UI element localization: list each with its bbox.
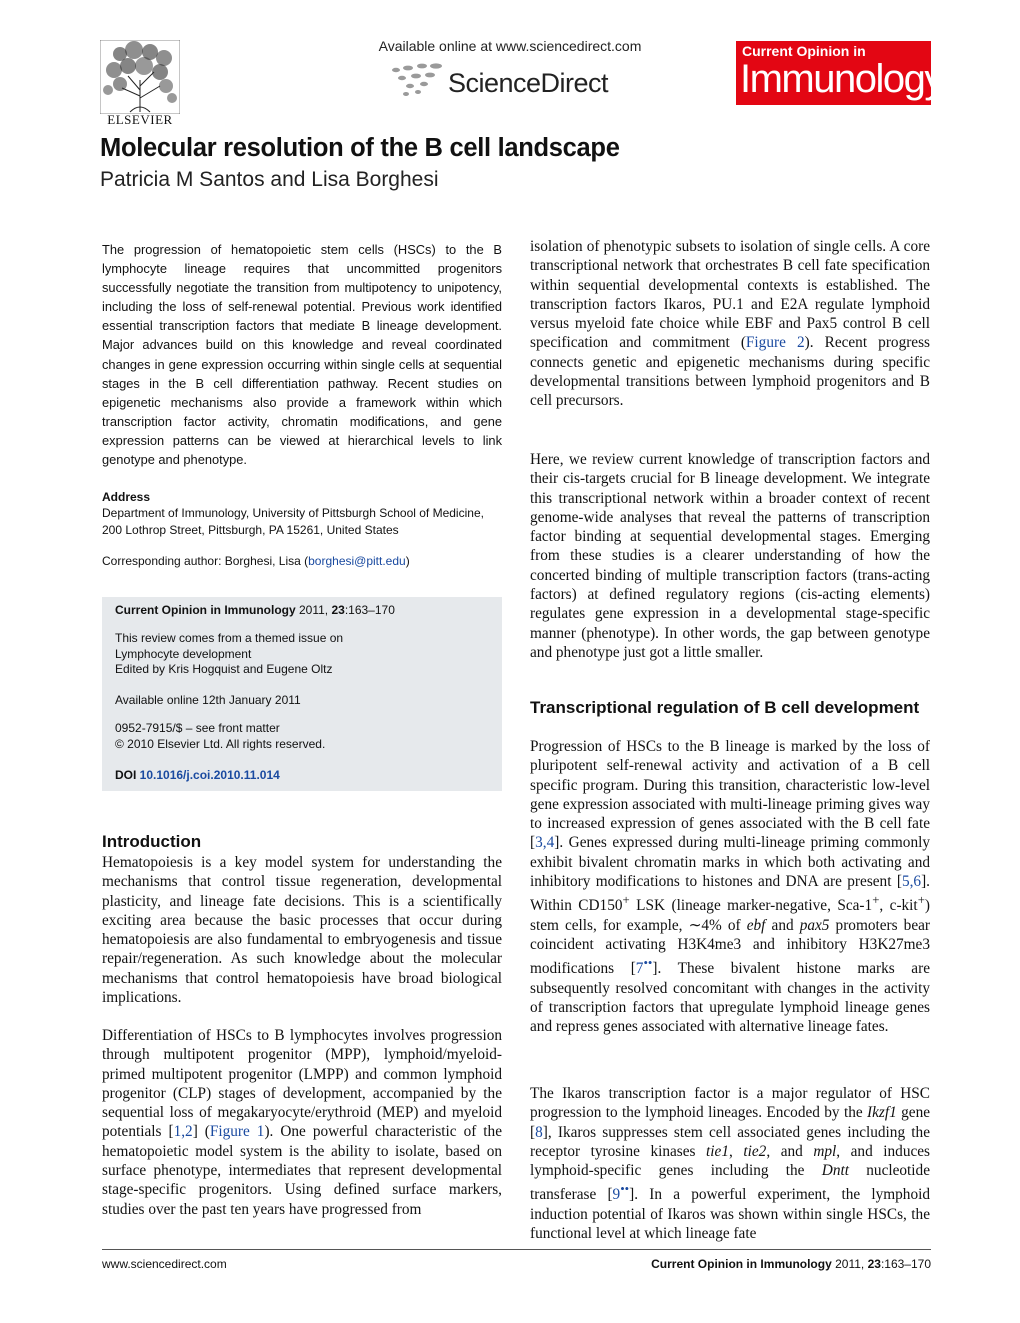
abstract: The progression of hematopoietic stem cells (HSCs) to the B lymphocyte lineage requires that uncommitted progenitors successfully negotiate the transition from multipotency to unipotency, including the loss of self-renewal potential. Previous work identified essential transcription factors that mediate B lineage development. Major advances build on this knowledge and reveal coordinated changes in gene expression occurring within single cells at sequential stages in the B cell differentiation pathway. Recent studies on epigenetic mechanisms also provide a framework within which transcription factor activity, chromatin modifications, and gene expression patterns can be viewed at hierarchical levels to link genotype and phenotype.: [102, 242, 502, 468]
info-themed-1: This review comes from a themed issue on: [115, 631, 344, 645]
ref-dots: ••: [643, 956, 653, 971]
info-citation: [115, 603, 395, 619]
journal-banner-line2: Immunology: [740, 57, 943, 101]
article-title: Molecular resolution of the B cell landscape: [100, 134, 620, 162]
text-run: ], Ikaros suppresses stem cell associated genes including the receptor tyrosine kinases: [530, 1123, 930, 1160]
text-run: ). One powerful characteristic of the hematopoietic model system is the ability to isolate, based on surface phenotype, intermediates that represent developmental stage-specific progenitors. Using defined surface markers, studies over the past ten years have progressed from: [102, 1123, 502, 1218]
info-copyright: © 2010 Elsevier Ltd. All rights reserved.: [115, 737, 326, 751]
gene-name: Dntt: [821, 1162, 849, 1180]
sciencedirect-dots-icon: [388, 62, 448, 100]
footer-website: www.sciencedirect.com: [102, 1257, 227, 1271]
info-themed-2: Lymphocyte development: [115, 646, 252, 661]
info-doi-label: DOI: [115, 768, 140, 782]
journal-banner-line1: Current Opinion in: [742, 43, 866, 59]
gene-name: tie2: [743, 1142, 767, 1160]
footer-journal: Current Opinion in Immunology: [651, 1257, 832, 1271]
text-run: and: [765, 916, 800, 934]
transcriptional-paragraph-1: [530, 737, 930, 1037]
text-run: promoters bear coincident activating H3K4me3 and inhibitory H3K27me3 modifications [: [530, 916, 930, 978]
info-doi: [115, 768, 280, 784]
address-line-2: 200 Lothrop Street, Pittsburgh, PA 15261, United States: [102, 523, 399, 537]
text-run: ,: [729, 1142, 744, 1160]
corresponding-suffix: ): [405, 554, 410, 568]
info-themed-3: Edited by Kris Hogquist and Eugene Oltz: [115, 662, 333, 676]
ref-link[interactable]: 1,2: [173, 1123, 193, 1141]
ref-link[interactable]: 8: [535, 1123, 543, 1141]
address-body: [102, 505, 512, 539]
ref-link[interactable]: 7: [635, 960, 644, 978]
article-authors: Patricia M Santos and Lisa Borghesi: [100, 168, 439, 191]
introduction-heading: Introduction: [102, 832, 202, 851]
doi-link[interactable]: 10.1016/j.coi.2010.11.014: [139, 768, 280, 782]
text-run: ). Recent progress connects genetic and epigenetic mechanisms during specific developmental transitions between lymphoid progenitors and B cell precursors.: [530, 334, 931, 410]
superscript: +: [917, 893, 925, 908]
intro-paragraph-1: Hematopoiesis is a key model system for understanding the mechanisms that control tissue regeneration, developmental plasticity, and lineage fate decisions. This is a scientifically exciting area because the basic processes that occur during hematopoiesis are also fundamental to embryogenesis and tissue repair/regeneration. As such knowledge about the molecular mechanisms that control hematopoiesis have broad biological implications.: [102, 854, 502, 1007]
text-run: gene [: [530, 1104, 931, 1141]
text-run: , c-kit: [879, 897, 918, 915]
info-year: 2011,: [295, 603, 332, 617]
text-run: nucleotide transferase [: [530, 1162, 930, 1204]
gene-name: ebf: [746, 916, 766, 934]
text-run: LSK (lineage marker-negative, Sca-1: [629, 897, 873, 915]
gene-name: tie1: [706, 1142, 729, 1160]
text-run: ]. In a powerful experiment, the lymphoid induction potential of Ikaros was shown within single HSCs, the functional level at which lineage fate: [530, 1186, 930, 1243]
info-issn: 0952-7915/$ – see front matter: [115, 721, 280, 735]
text-run: The Ikaros transcription factor is a major regulator of HSC progression to the lymphoid lineages. Encoded by the: [530, 1085, 930, 1122]
journal-banner: [736, 41, 943, 105]
text-run: Differentiation of HSCs to B lymphocytes involves progression through multipotent progenitor (MPP), lymphoid/myeloid-primed multipotent progenitor (LMPP) and common lymphoid progenitor (CLP) stages of development, accompanied by the sequential loss of megakaryocyte/erythroid (MEP) and myeloid potentials [: [102, 1027, 502, 1141]
ref-link[interactable]: 3,4: [535, 834, 555, 852]
available-online-text: Available online at www.sciencedirect.com: [378, 38, 642, 54]
info-journal: Current Opinion in Immunology: [115, 603, 296, 617]
ref-dots: ••: [620, 1182, 630, 1197]
corresponding-author: [102, 554, 512, 568]
text-run: ] (: [192, 1123, 210, 1141]
superscript: +: [872, 893, 880, 908]
gene-name: Ikzf1: [867, 1104, 897, 1122]
text-run: ) stem cells, for example, ∼4% of: [530, 897, 930, 934]
address-line-1: Department of Immunology, University of Pittsburgh School of Medicine,: [102, 506, 484, 520]
article-info-box: [102, 597, 502, 791]
address-heading: Address: [102, 490, 151, 504]
footer-citation: [560, 1257, 931, 1271]
sciencedirect-wordmark: ScienceDirect: [448, 68, 609, 98]
info-available: Available online 12th January 2011: [115, 693, 301, 707]
right-paragraph-1: [530, 237, 930, 411]
right-paragraph-2: Here, we review current knowledge of transcription factors and their cis-targets crucial for B lineage development. We integrate this transcriptional network within a broader context of recent genome-wide analyses that reveal the patterns of transcription factor binding at sequential developmental stages. Emerging from these studies is a clearer understanding of how the concerted binding of multiple transcription factors (trans-acting factors) at defined regulatory regions (cis-acting elements) regulates gene expression in a developmental stage-specific manner (phenotype). In other words, the gap between genotype and phenotype just got a little smaller.: [530, 451, 930, 661]
gene-name: pax5: [799, 916, 830, 934]
footer-divider: [102, 1249, 931, 1250]
text-run: Progression of HSCs to the B lineage is marked by the loss of pluripotent self-renewal activity and activation of a B cell specific program. During this transition, characteristic low-level gene expression associated with multi-lineage priming gives way to increased expression of genes associated with the B cell fate [: [530, 738, 930, 852]
corresponding-email-link[interactable]: borghesi@pitt.edu: [308, 554, 406, 568]
corresponding-prefix: Corresponding author: Borghesi, Lisa (: [102, 554, 309, 568]
superscript: +: [622, 893, 630, 908]
info-volume: 23: [331, 603, 345, 617]
text-run: , and induces lymphoid-specific genes including the: [530, 1142, 931, 1180]
text-run: , and: [766, 1142, 814, 1160]
text-run: ]. Within CD150: [530, 873, 930, 915]
intro-paragraph-2: [102, 1026, 502, 1219]
publisher-name: ELSEVIER: [107, 112, 173, 127]
gene-name: mpl: [813, 1142, 837, 1160]
text-run: ]. Genes expressed during multi-lineage priming commonly exhibit bivalent chromatin marks in which both activating and inhibitory modifications to histones and DNA are present [: [530, 834, 930, 891]
footer-pages: :163–170: [880, 1257, 931, 1271]
footer-volume: 23: [867, 1257, 881, 1271]
transcriptional-paragraph-2: [530, 1084, 930, 1243]
footer-year: 2011,: [831, 1257, 868, 1271]
sciencedirect-logo: [388, 62, 648, 102]
text-run: ]. These bivalent histone marks are subsequently resolved concomitant with changes in the activity of transcription factors that upregulate lymphoid lineage genes and repress genes associated with alternative lineage fates.: [530, 960, 930, 1036]
ref-link[interactable]: 9: [612, 1186, 621, 1204]
figure-1-link[interactable]: Figure 1: [209, 1123, 265, 1141]
text-run: isolation of phenotypic subsets to isolation of single cells. A core transcriptional network that orchestrates B cell fate specification within sequential developmental contexts is established. The transcription factors Ikaros, PU.1 and E2A regulate lymphoid versus myeloid fate choice while EBF and Pax5 control B cell specification and commitment (: [530, 238, 930, 352]
ref-link[interactable]: 5,6: [901, 873, 922, 891]
figure-2-link[interactable]: Figure 2: [745, 334, 805, 352]
transcriptional-regulation-heading: Transcriptional regulation of B cell development: [530, 698, 920, 717]
info-pages: :163–170: [344, 603, 395, 617]
